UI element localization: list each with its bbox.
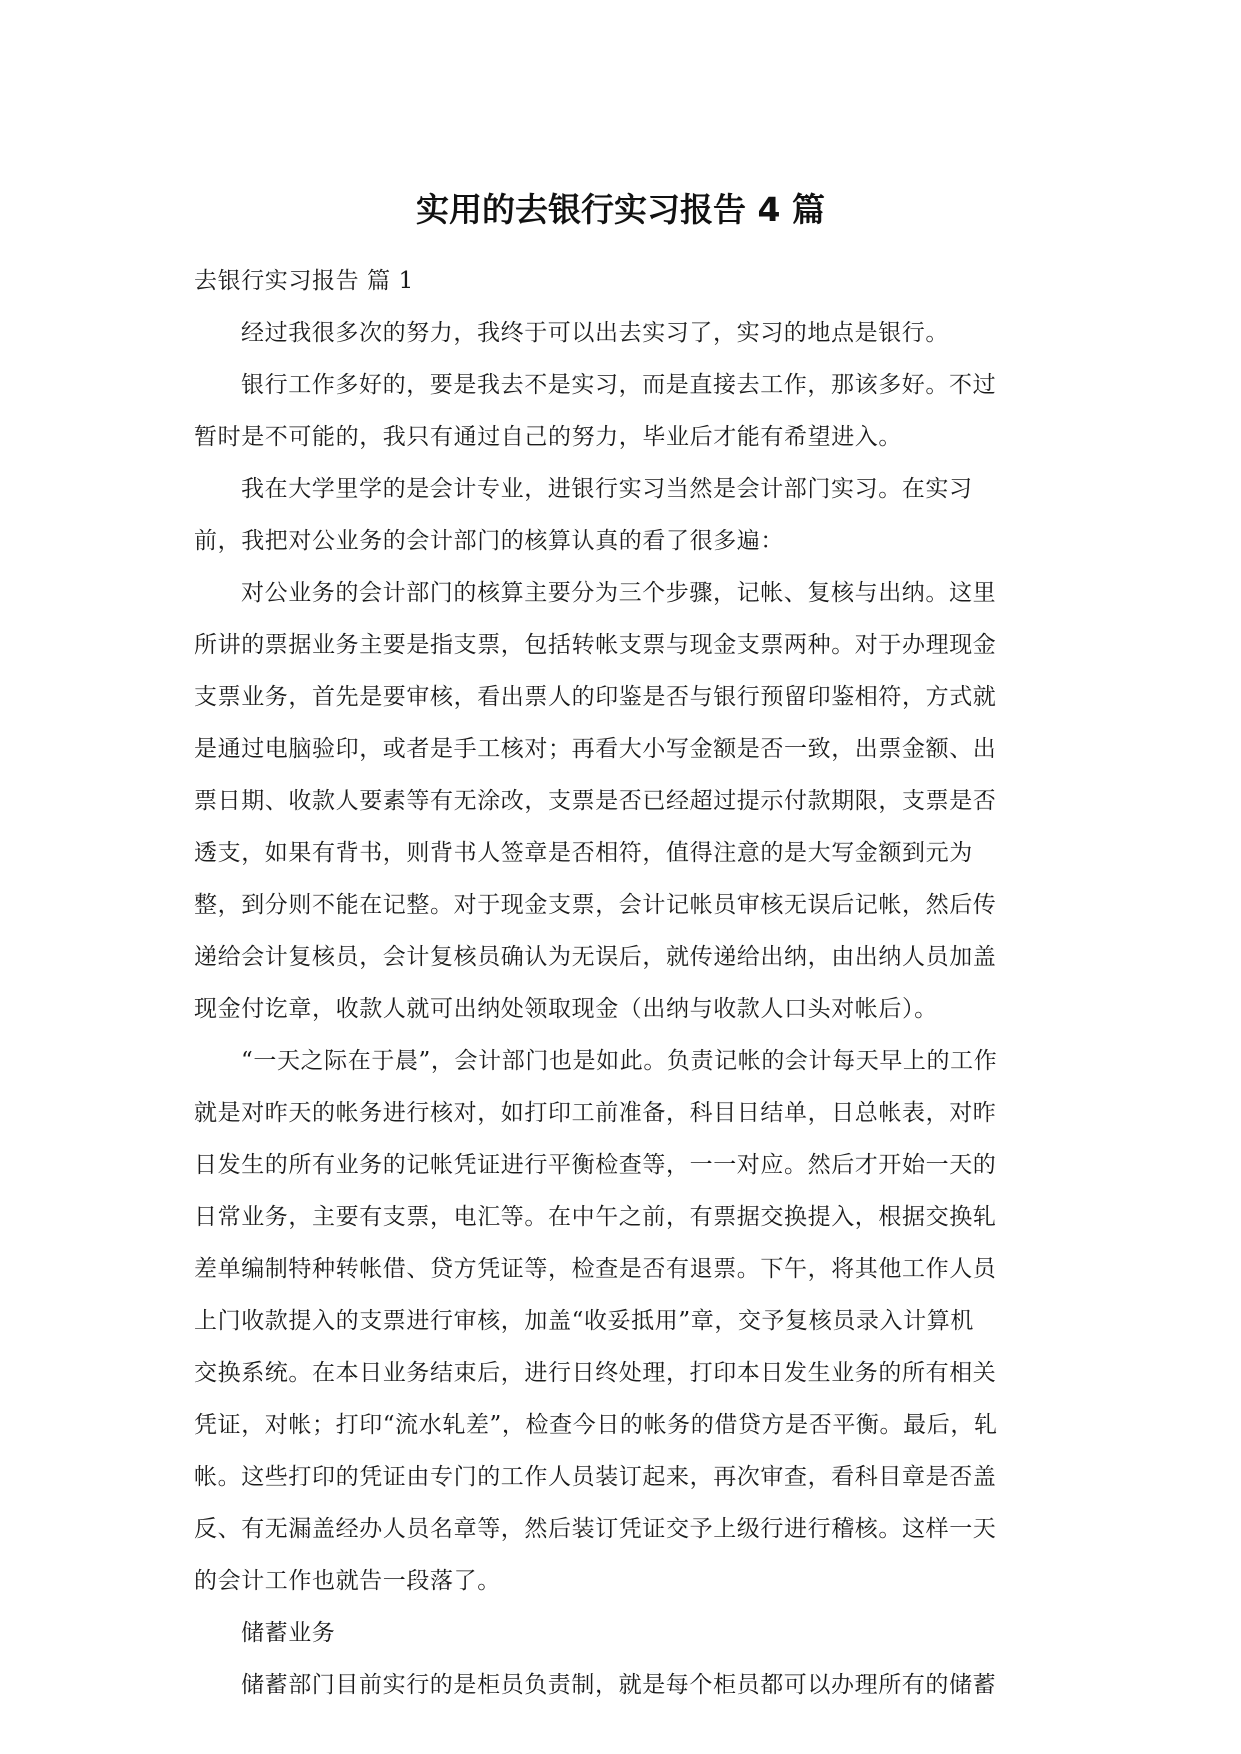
text-line: 透支，如果有背书，则背书人签章是否相符，值得注意的是大写金额到元为 [194,840,973,866]
text-line: 上门收款提入的支票进行审核，加盖“收妥抵用”章，交予复核员录入计算机 [194,1308,974,1334]
text-line: 日常业务，主要有支票，电汇等。在中午之前，有票据交换提入，根据交换轧 [194,1204,997,1230]
text-line: 储蓄业务 [241,1620,336,1646]
text-line: 反、有无漏盖经办人员名章等，然后装订凭证交予上级行进行稽核。这样一天 [194,1516,997,1542]
text-line: 经过我很多次的努力，我终于可以出去实习了，实习的地点是银行。 [241,320,949,346]
text-line: 储蓄部门目前实行的是柜员负责制，就是每个柜员都可以办理所有的储蓄 [241,1672,997,1698]
text-line: 对公业务的会计部门的核算主要分为三个步骤，记帐、复核与出纳。这里 [241,580,997,606]
text-line: “一天之际在于晨”，会计部门也是如此。负责记帐的会计每天早上的工作 [241,1048,998,1074]
section-heading: 去银行实习报告 篇 1 [194,268,414,294]
text-line: 是通过电脑验印，或者是手工核对；再看大小写金额是否一致，出票金额、出 [194,736,997,762]
text-line: 票日期、收款人要素等有无涂改，支票是否已经超过提示付款期限，支票是否 [194,788,997,814]
text-line: 帐。这些打印的凭证由专门的工作人员装订起来，再次审查，看科目章是否盖 [194,1464,997,1490]
text-line: 前，我把对公业务的会计部门的核算认真的看了很多遍： [194,528,784,554]
text-line: 差单编制特种转帐借、贷方凭证等，检查是否有退票。下午，将其他工作人员 [194,1256,997,1282]
text-line: 就是对昨天的帐务进行核对，如打印工前准备，科目日结单，日总帐表，对昨 [194,1100,997,1126]
text-line: 暂时是不可能的，我只有通过自己的努力，毕业后才能有希望进入。 [194,424,902,450]
text-line: 交换系统。在本日业务结束后，进行日终处理，打印本日发生业务的所有相关 [194,1360,997,1386]
text-line: 我在大学里学的是会计专业，进银行实习当然是会计部门实习。在实习 [241,476,973,502]
text-line: 所讲的票据业务主要是指支票，包括转帐支票与现金支票两种。对于办理现金 [194,632,997,658]
document-body [194,255,1054,1711]
text-line: 现金付讫章，收款人就可出纳处领取现金（出纳与收款人口头对帐后）。 [194,996,938,1022]
text-line: 的会计工作也就告一段落了。 [194,1568,501,1594]
text-line: 凭证，对帐；打印“流水轧差”，检查今日的帐务的借贷方是否平衡。最后，轧 [194,1412,998,1438]
text-line: 递给会计复核员，会计复核员确认为无误后，就传递给出纳，由出纳人员加盖 [194,944,997,970]
text-line: 支票业务，首先是要审核，看出票人的印鉴是否与银行预留印鉴相符，方式就 [194,684,997,710]
text-line: 银行工作多好的，要是我去不是实习，而是直接去工作，那该多好。不过 [241,372,997,398]
text-line: 整，到分则不能在记整。对于现金支票，会计记帐员审核无误后记帐，然后传 [194,892,997,918]
text-line: 日发生的所有业务的记帐凭证进行平衡检查等，一一对应。然后才开始一天的 [194,1152,997,1178]
document-title: 实用的去银行实习报告 4 篇 [416,190,825,229]
